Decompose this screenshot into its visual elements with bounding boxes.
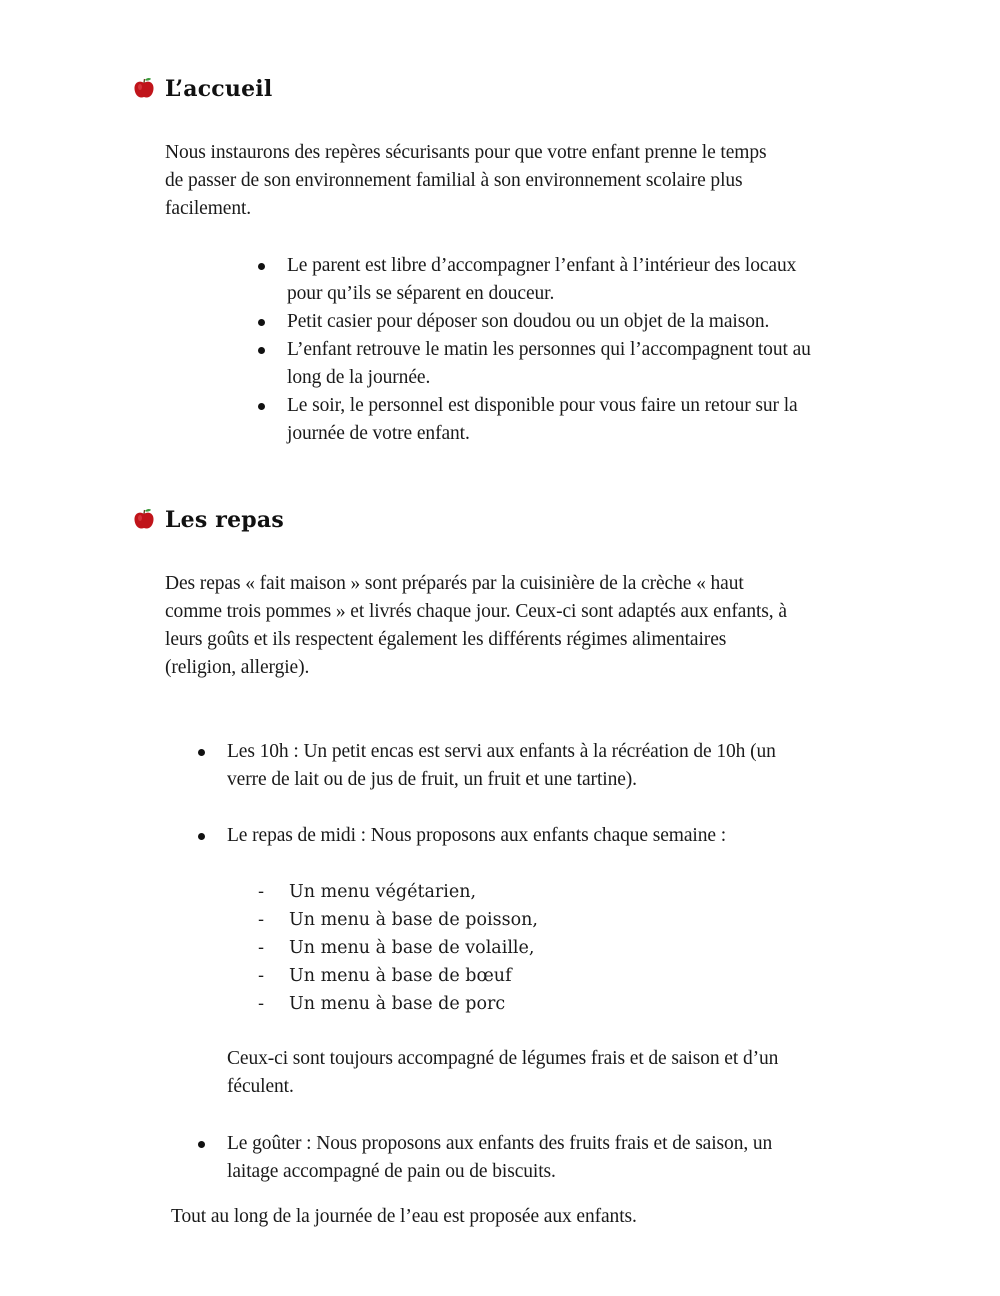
text-line: Le goûter : Nous proposons aux enfants des fruits frais et de saison, un <box>227 1133 773 1154</box>
text-line: Les 10h : Un petit encas est servi aux enfants à la récréation de 10h (un <box>227 741 776 762</box>
menu-item <box>258 906 538 934</box>
apple-icon <box>133 508 155 535</box>
text-line: leurs goûts et ils respectent également les différents régimes alimentaires <box>165 629 727 650</box>
bullet-list <box>287 252 811 448</box>
section-title: L’accueil <box>165 76 273 102</box>
lunch-note <box>227 1045 778 1101</box>
text-line: long de la journée. <box>287 367 431 388</box>
text-line: féculent. <box>227 1076 294 1097</box>
intro-paragraph <box>165 570 787 682</box>
menu-item <box>258 962 538 990</box>
text-line: L’enfant retrouve le matin les personnes qui l’accompagnent tout au <box>287 339 811 360</box>
text-line: laitage accompagné de pain ou de biscuits. <box>227 1161 556 1182</box>
dash-icon: - <box>258 909 265 930</box>
text-line: (religion, allergie). <box>165 657 310 678</box>
menu-text: Un menu à base de porc <box>289 994 506 1014</box>
dash-icon: - <box>258 881 265 902</box>
bullet-icon <box>198 833 205 840</box>
list-item <box>287 308 811 336</box>
bullet-icon <box>198 749 205 756</box>
list-item-lunch <box>227 822 726 850</box>
menu-item <box>258 934 538 962</box>
text-line: Petit casier pour déposer son doudou ou un objet de la maison. <box>287 311 770 332</box>
text-line: pour qu’ils se séparent en douceur. <box>287 283 555 304</box>
menu-list <box>258 878 538 1018</box>
bullet-icon <box>198 1141 205 1148</box>
list-item-snack <box>227 738 776 794</box>
menu-item <box>258 878 538 906</box>
text-line: Le repas de midi : Nous proposons aux enfants chaque semaine : <box>227 825 727 846</box>
dash-icon: - <box>258 937 265 958</box>
list-item <box>287 336 811 392</box>
text-line: facilement. <box>165 198 252 219</box>
text-line: Le soir, le personnel est disponible pour vous faire un retour sur la <box>287 395 798 416</box>
list-item-gouter <box>227 1130 772 1186</box>
dash-icon: - <box>258 993 265 1014</box>
apple-icon <box>133 77 155 104</box>
menu-text: Un menu à base de poisson, <box>289 910 538 930</box>
bullet-icon <box>258 403 265 410</box>
bullet-icon <box>258 319 265 326</box>
text-line: de passer de son environnement familial à son environnement scolaire plus <box>165 170 743 191</box>
text-line: verre de lait ou de jus de fruit, un fruit et une tartine). <box>227 769 637 790</box>
section-title: Les repas <box>165 507 284 533</box>
text-line: Ceux-ci sont toujours accompagné de légumes frais et de saison et d’un <box>227 1048 779 1069</box>
menu-text: Un menu à base de bœuf <box>289 966 512 986</box>
text-line: Le parent est libre d’accompagner l’enfant à l’intérieur des locaux <box>287 255 797 276</box>
menu-item <box>258 990 538 1018</box>
text-line: journée de votre enfant. <box>287 423 470 444</box>
bullet-icon <box>258 263 265 270</box>
dash-icon: - <box>258 965 265 986</box>
menu-text: Un menu à base de volaille, <box>289 938 535 958</box>
text-line: Nous instaurons des repères sécurisants pour que votre enfant prenne le temps <box>165 142 767 163</box>
text-line: Des repas « fait maison » sont préparés par la cuisinière de la crèche « haut <box>165 573 744 594</box>
list-item <box>287 392 811 448</box>
text-line: comme trois pommes » et livrés chaque jour. Ceux-ci sont adaptés aux enfants, à <box>165 601 787 622</box>
menu-text: Un menu végétarien, <box>289 882 477 902</box>
closing-line: Tout au long de la journée de l’eau est proposée aux enfants. <box>171 1206 637 1227</box>
intro-paragraph <box>165 139 767 223</box>
list-item <box>287 252 811 308</box>
bullet-icon <box>258 347 265 354</box>
